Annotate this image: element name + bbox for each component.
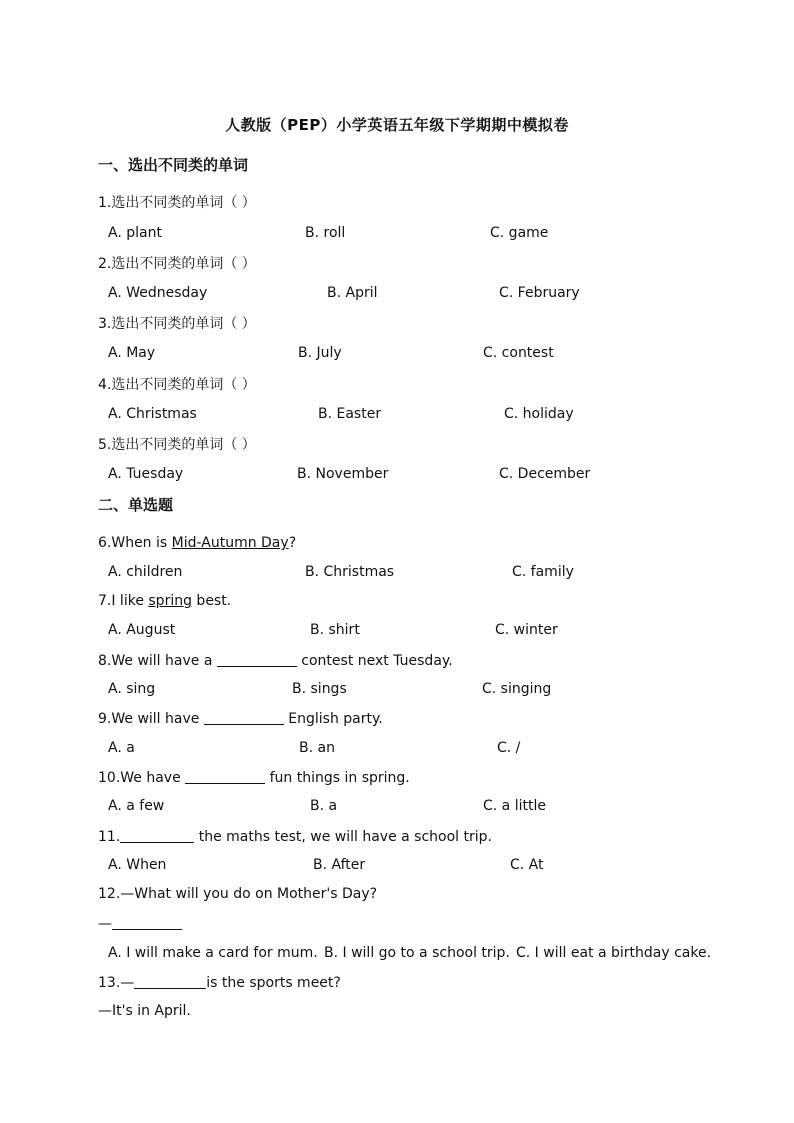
question-9-option-b: B. an bbox=[299, 740, 335, 756]
question-2-option-b: B. April bbox=[327, 285, 378, 301]
question-10-option-c: C. a little bbox=[483, 798, 546, 814]
question-12-dash: — bbox=[98, 916, 112, 932]
question-12-option-b: B. I will go to a school trip. bbox=[324, 945, 510, 961]
question-2-option-c: C. February bbox=[499, 285, 580, 301]
question-4-option-b: B. Easter bbox=[318, 406, 382, 422]
question-10-option-a: A. a few bbox=[108, 798, 165, 814]
question-12-option-a: A. I will make a card for mum. bbox=[108, 945, 318, 961]
question-6-option-b: B. Christmas bbox=[305, 564, 395, 580]
question-9-option-c: C. / bbox=[497, 740, 521, 756]
question-13-stem-pre: 13.— bbox=[98, 975, 135, 991]
question-8-option-b: B. sings bbox=[292, 681, 347, 697]
question-11-stem-pre: 11. bbox=[98, 829, 121, 845]
answer-blank bbox=[120, 828, 194, 843]
question-7-stem-post: best. bbox=[191, 593, 232, 609]
question-2-option-a: A. Wednesday bbox=[108, 285, 208, 301]
question-7-option-a: A. August bbox=[108, 622, 176, 638]
question-11-stem-post: the maths test, we will have a school trip. bbox=[194, 829, 492, 845]
question-8-option-c: C. singing bbox=[482, 681, 552, 697]
question-3-option-b: B. July bbox=[298, 345, 342, 361]
question-6-option-a: A. children bbox=[108, 564, 183, 580]
question-3-option-a: A. May bbox=[108, 345, 156, 361]
question-1-option-a: A. plant bbox=[108, 225, 162, 241]
question-10-stem bbox=[98, 769, 410, 786]
question-8-stem-pre: 8.We will have a bbox=[98, 653, 217, 669]
question-11-stem bbox=[98, 828, 492, 845]
question-9-stem-pre: 9.We will have bbox=[98, 711, 204, 727]
question-4-option-a: A. Christmas bbox=[108, 406, 197, 422]
question-4-option-c: C. holiday bbox=[504, 406, 574, 422]
answer-blank bbox=[134, 974, 206, 989]
question-2-stem: 2.选出不同类的单词（ ） bbox=[98, 256, 256, 272]
question-7-option-b: B. shirt bbox=[310, 622, 360, 638]
question-6-option-c: C. family bbox=[512, 564, 574, 580]
question-8-stem-post: contest next Tuesday. bbox=[296, 653, 453, 669]
answer-blank bbox=[185, 769, 265, 784]
question-6-underlined-word: Mid-Autumn Day bbox=[171, 535, 289, 551]
question-6-stem-post: ? bbox=[288, 535, 297, 551]
question-3-stem: 3.选出不同类的单词（ ） bbox=[98, 316, 256, 332]
question-11-option-a: A. When bbox=[108, 857, 167, 873]
question-5-option-c: C. December bbox=[499, 466, 591, 482]
question-12-answer-line bbox=[98, 915, 182, 932]
question-10-stem-post: fun things in spring. bbox=[265, 770, 410, 786]
question-1-option-c: C. game bbox=[490, 225, 549, 241]
question-7-stem bbox=[98, 593, 231, 609]
question-5-option-a: A. Tuesday bbox=[108, 466, 184, 482]
question-1-stem: 1.选出不同类的单词（ ） bbox=[98, 195, 256, 211]
question-13-answer-line: —It's in April. bbox=[98, 1003, 191, 1019]
question-11-option-c: C. At bbox=[510, 857, 544, 873]
question-12-option-c: C. I will eat a birthday cake. bbox=[516, 945, 712, 961]
question-9-stem bbox=[98, 710, 383, 727]
question-13-stem bbox=[98, 974, 341, 991]
answer-blank bbox=[112, 915, 182, 930]
question-1-option-b: B. roll bbox=[305, 225, 346, 241]
question-10-option-b: B. a bbox=[310, 798, 338, 814]
answer-blank bbox=[204, 710, 284, 725]
question-5-stem: 5.选出不同类的单词（ ） bbox=[98, 437, 256, 453]
question-7-stem-pre: 7.I like bbox=[98, 593, 149, 609]
question-11-option-b: B. After bbox=[313, 857, 366, 873]
section-heading-1: 一、选出不同类的单词 bbox=[98, 156, 249, 174]
question-13-stem-post: is the sports meet? bbox=[206, 975, 341, 991]
question-10-stem-pre: 10.We have bbox=[98, 770, 186, 786]
question-3-option-c: C. contest bbox=[483, 345, 554, 361]
question-7-underlined-word: spring bbox=[148, 593, 192, 609]
question-4-stem: 4.选出不同类的单词（ ） bbox=[98, 377, 256, 393]
question-6-stem-pre: 6.When is bbox=[98, 535, 172, 551]
question-5-option-b: B. November bbox=[297, 466, 389, 482]
question-9-stem-post: English party. bbox=[283, 711, 383, 727]
question-8-stem bbox=[98, 652, 453, 669]
question-7-option-c: C. winter bbox=[495, 622, 558, 638]
answer-blank bbox=[217, 652, 297, 667]
page-title: 人教版（PEP）小学英语五年级下学期期中模拟卷 bbox=[225, 116, 569, 134]
section-heading-2: 二、单选题 bbox=[98, 496, 174, 514]
question-12-stem: 12.—What will you do on Mother's Day? bbox=[98, 886, 378, 902]
question-9-option-a: A. a bbox=[108, 740, 135, 756]
question-6-stem bbox=[98, 535, 296, 551]
question-8-option-a: A. sing bbox=[108, 681, 156, 697]
